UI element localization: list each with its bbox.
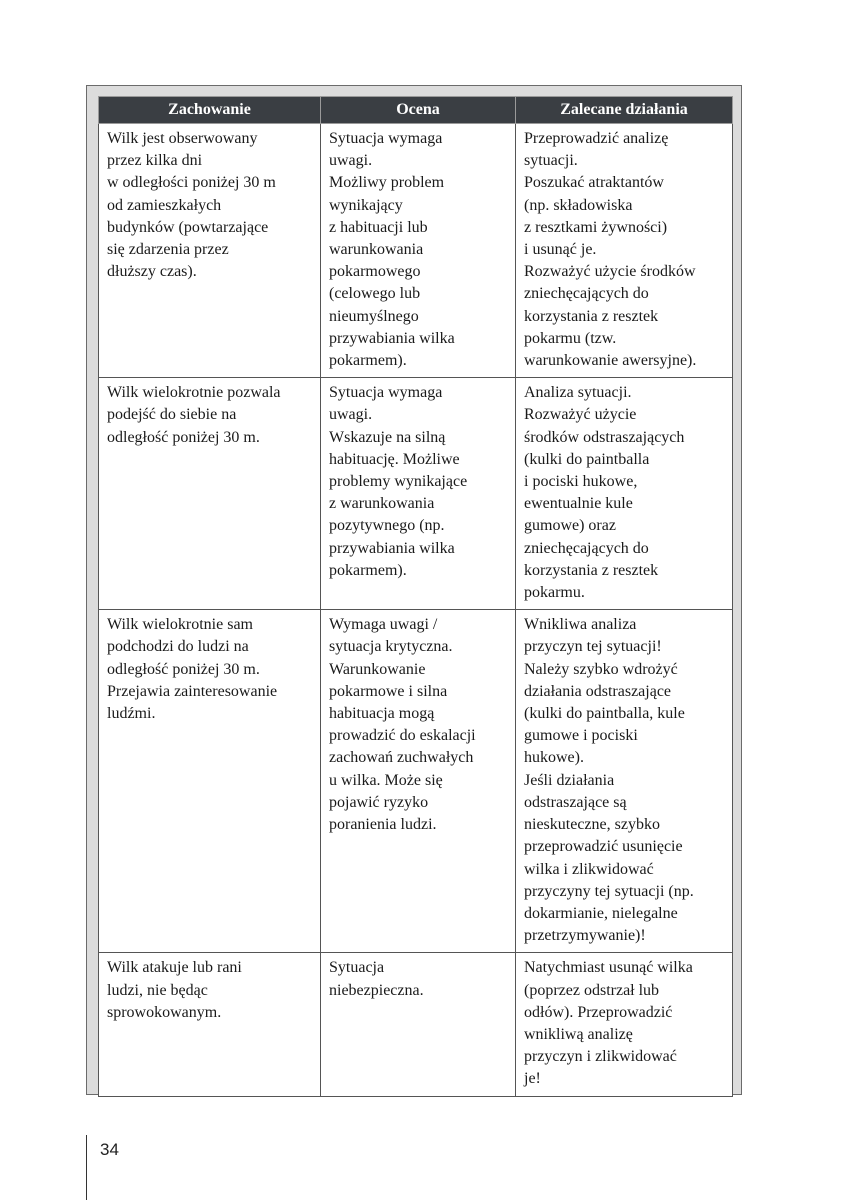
cell-behavior: Wilk jest obserwowany przez kilka dni w odległości poniżej 30 m od zamieszkałych budynków (powtarzające się zdarzenia przez dłuższy czas). bbox=[99, 124, 321, 378]
header-behavior: Zachowanie bbox=[99, 97, 321, 124]
cell-assessment: Wymaga uwagi / sytuacja krytyczna. Warunkowanie pokarmowe i silna habituacja mogą prowadzić do eskalacji zachowań zuchwałych u wilka. Może się pojawić ryzyko poranienia ludzi. bbox=[321, 610, 516, 953]
table-row bbox=[99, 124, 733, 378]
page-number: 34 bbox=[100, 1140, 119, 1159]
cell-assessment: Sytuacja wymaga uwagi. Możliwy problem wynikający z habituacji lub warunkowania pokarmowego (celowego lub nieumyślnego przywabiania wilka pokarmem). bbox=[321, 124, 516, 378]
cell-action: Wnikliwa analiza przyczyn tej sytuacji! Należy szybko wdrożyć działania odstraszające (kulki do paintballa, kule gumowe i pociski hukowe). Jeśli działania odstraszające są nieskuteczne, szybko przeprowadzić usunięcie wilka i zlikwidować przyczyny tej sytuacji (np. dokarmianie, nielegalne przetrzymywanie)! bbox=[516, 610, 733, 953]
cell-behavior: Wilk wielokrotnie sam podchodzi do ludzi na odległość poniżej 30 m. Przejawia zainteresowanie ludźmi. bbox=[99, 610, 321, 953]
header-recommended-actions: Zalecane działania bbox=[516, 97, 733, 124]
table-row bbox=[99, 610, 733, 953]
header-assessment: Ocena bbox=[321, 97, 516, 124]
cell-action: Przeprowadzić analizę sytuacji. Poszukać atraktantów (np. składowiska z resztkami żywności) i usunąć je. Rozważyć użycie środków zniechęcających do korzystania z resztek pokarmu (tzw. warunkowanie awersyjne). bbox=[516, 124, 733, 378]
cell-behavior: Wilk atakuje lub rani ludzi, nie będąc sprowokowanym. bbox=[99, 953, 321, 1096]
table-row bbox=[99, 378, 733, 610]
cell-assessment: Sytuacja niebezpieczna. bbox=[321, 953, 516, 1096]
cell-action: Natychmiast usunąć wilka (poprzez odstrzał lub odłów). Przeprowadzić wnikliwą analizę przyczyn i zlikwidować je! bbox=[516, 953, 733, 1096]
wolf-behavior-table bbox=[98, 96, 733, 1097]
table-row bbox=[99, 953, 733, 1096]
cell-action: Analiza sytuacji. Rozważyć użycie środków odstraszających (kulki do paintballa i pociski hukowe, ewentualnie kule gumowe) oraz zniechęcających do korzystania z resztek pokarmu. bbox=[516, 378, 733, 610]
cell-assessment: Sytuacja wymaga uwagi. Wskazuje na silną habituację. Możliwe problemy wynikające z warunkowania pozytywnego (np. przywabiania wilka pokarmem). bbox=[321, 378, 516, 610]
table-header-row bbox=[99, 97, 733, 124]
cell-behavior: Wilk wielokrotnie pozwala podejść do siebie na odległość poniżej 30 m. bbox=[99, 378, 321, 610]
page-margin-rule bbox=[86, 1135, 87, 1200]
